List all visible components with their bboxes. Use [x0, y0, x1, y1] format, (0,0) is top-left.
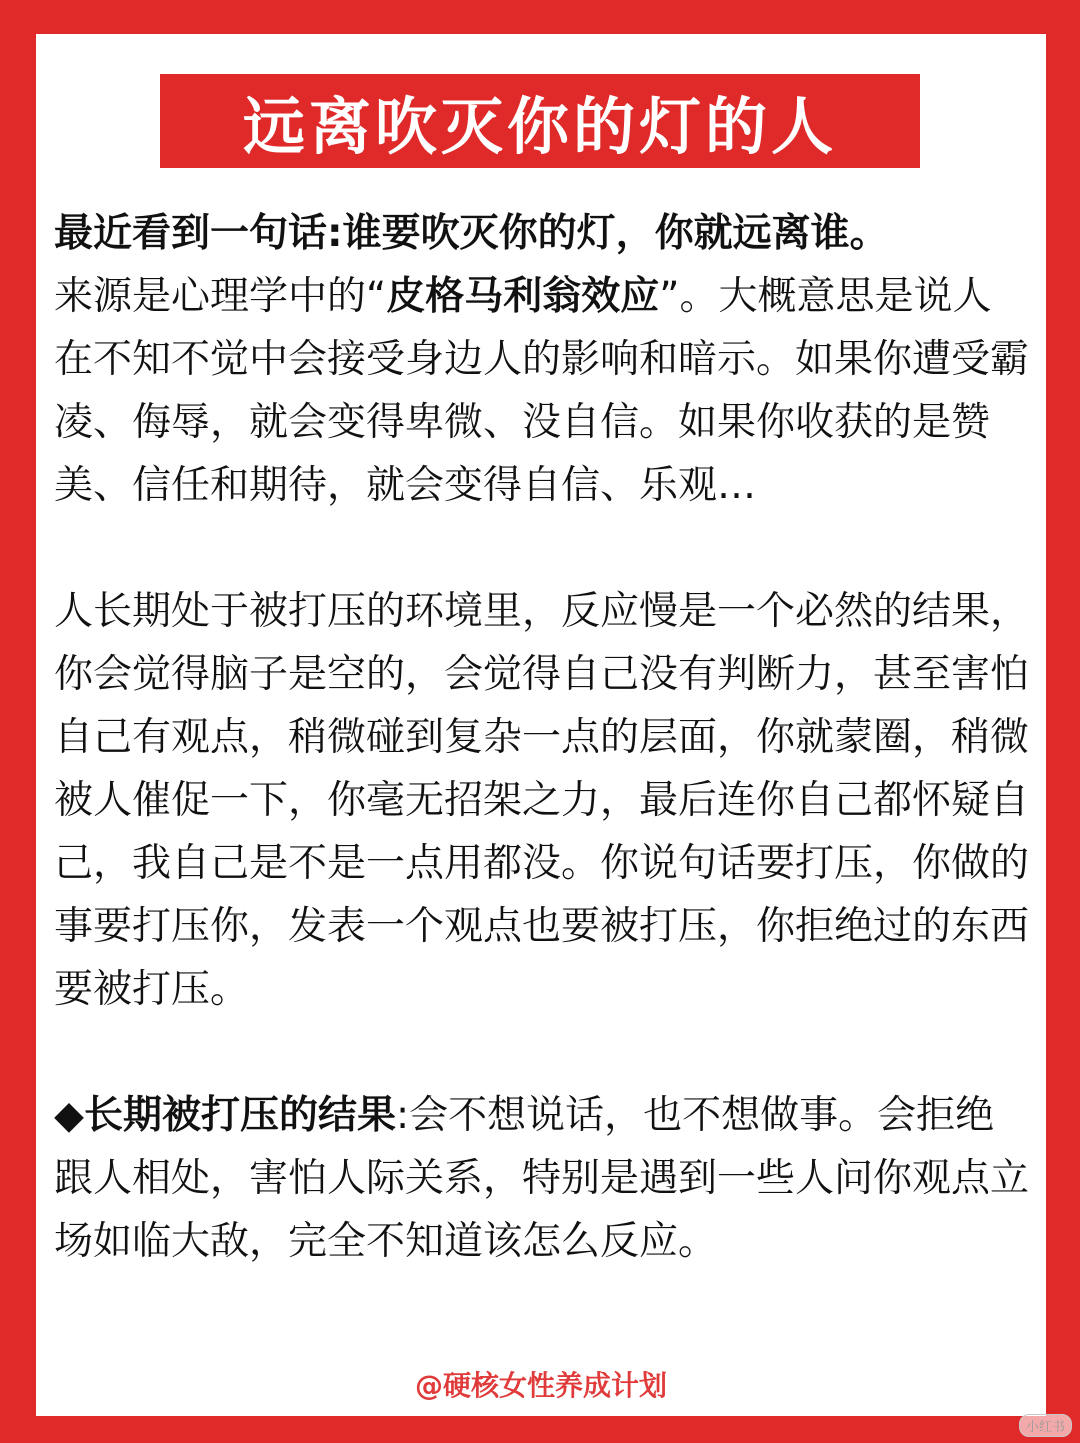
page-title: 远离吹灭你的灯的人 [242, 89, 837, 163]
pressure-paragraph: 人长期处于被打压的环境里，反应慢是一个必然的结果，你会觉得脑子是空的，会觉得自己没有判断力，甚至害怕自己有观点，稍微碰到复杂一点的层面，你就蒙圈，稍微被人催促一下，你毫无招架之力，最后连你自己都怀疑自己，我自己是不是一点用都没。你说句话要打压，你做的事要打压你，发表一个观点也要被打压，你拒绝过的东西要被打压。 [54, 589, 1030, 1012]
result-body: :会不想说话，也不想做事。会拒绝跟人相处，害怕人际关系，特别是遇到一些人问你观点立场如临大敌，完全不知道该怎么反应。 [54, 1093, 1030, 1264]
title-banner [160, 74, 920, 168]
paragraph-gap [54, 517, 1030, 580]
intro-source-suffix: ”。大概意思是说人在不知不觉中会接受身边人的影响和暗示。如果你遭受霸凌、侮辱，就会变得卑微、没自信。如果你收获的是赞美、信任和期待，就会变得自信、乐观… [54, 274, 1030, 508]
effect-name: 皮格马利翁效应 [386, 274, 660, 319]
intro-source-prefix: 来源是心理学中的“ [54, 274, 387, 319]
intro-paragraph [54, 202, 1030, 517]
paragraph-gap [54, 1021, 1030, 1084]
watermark-badge: 小红书 [1019, 1414, 1072, 1437]
diamond-bullet-icon: ◆ [54, 1093, 84, 1138]
author-handle: @硬核女性养成计划 [414, 1369, 667, 1402]
result-heading: 长期被打压的结果 [84, 1093, 397, 1138]
intro-lead: 最近看到一句话:谁要吹灭你的灯，你就远离谁。 [54, 211, 889, 256]
result-paragraph [54, 1084, 1030, 1273]
content-card [36, 34, 1046, 1416]
article-body [54, 202, 1030, 1273]
